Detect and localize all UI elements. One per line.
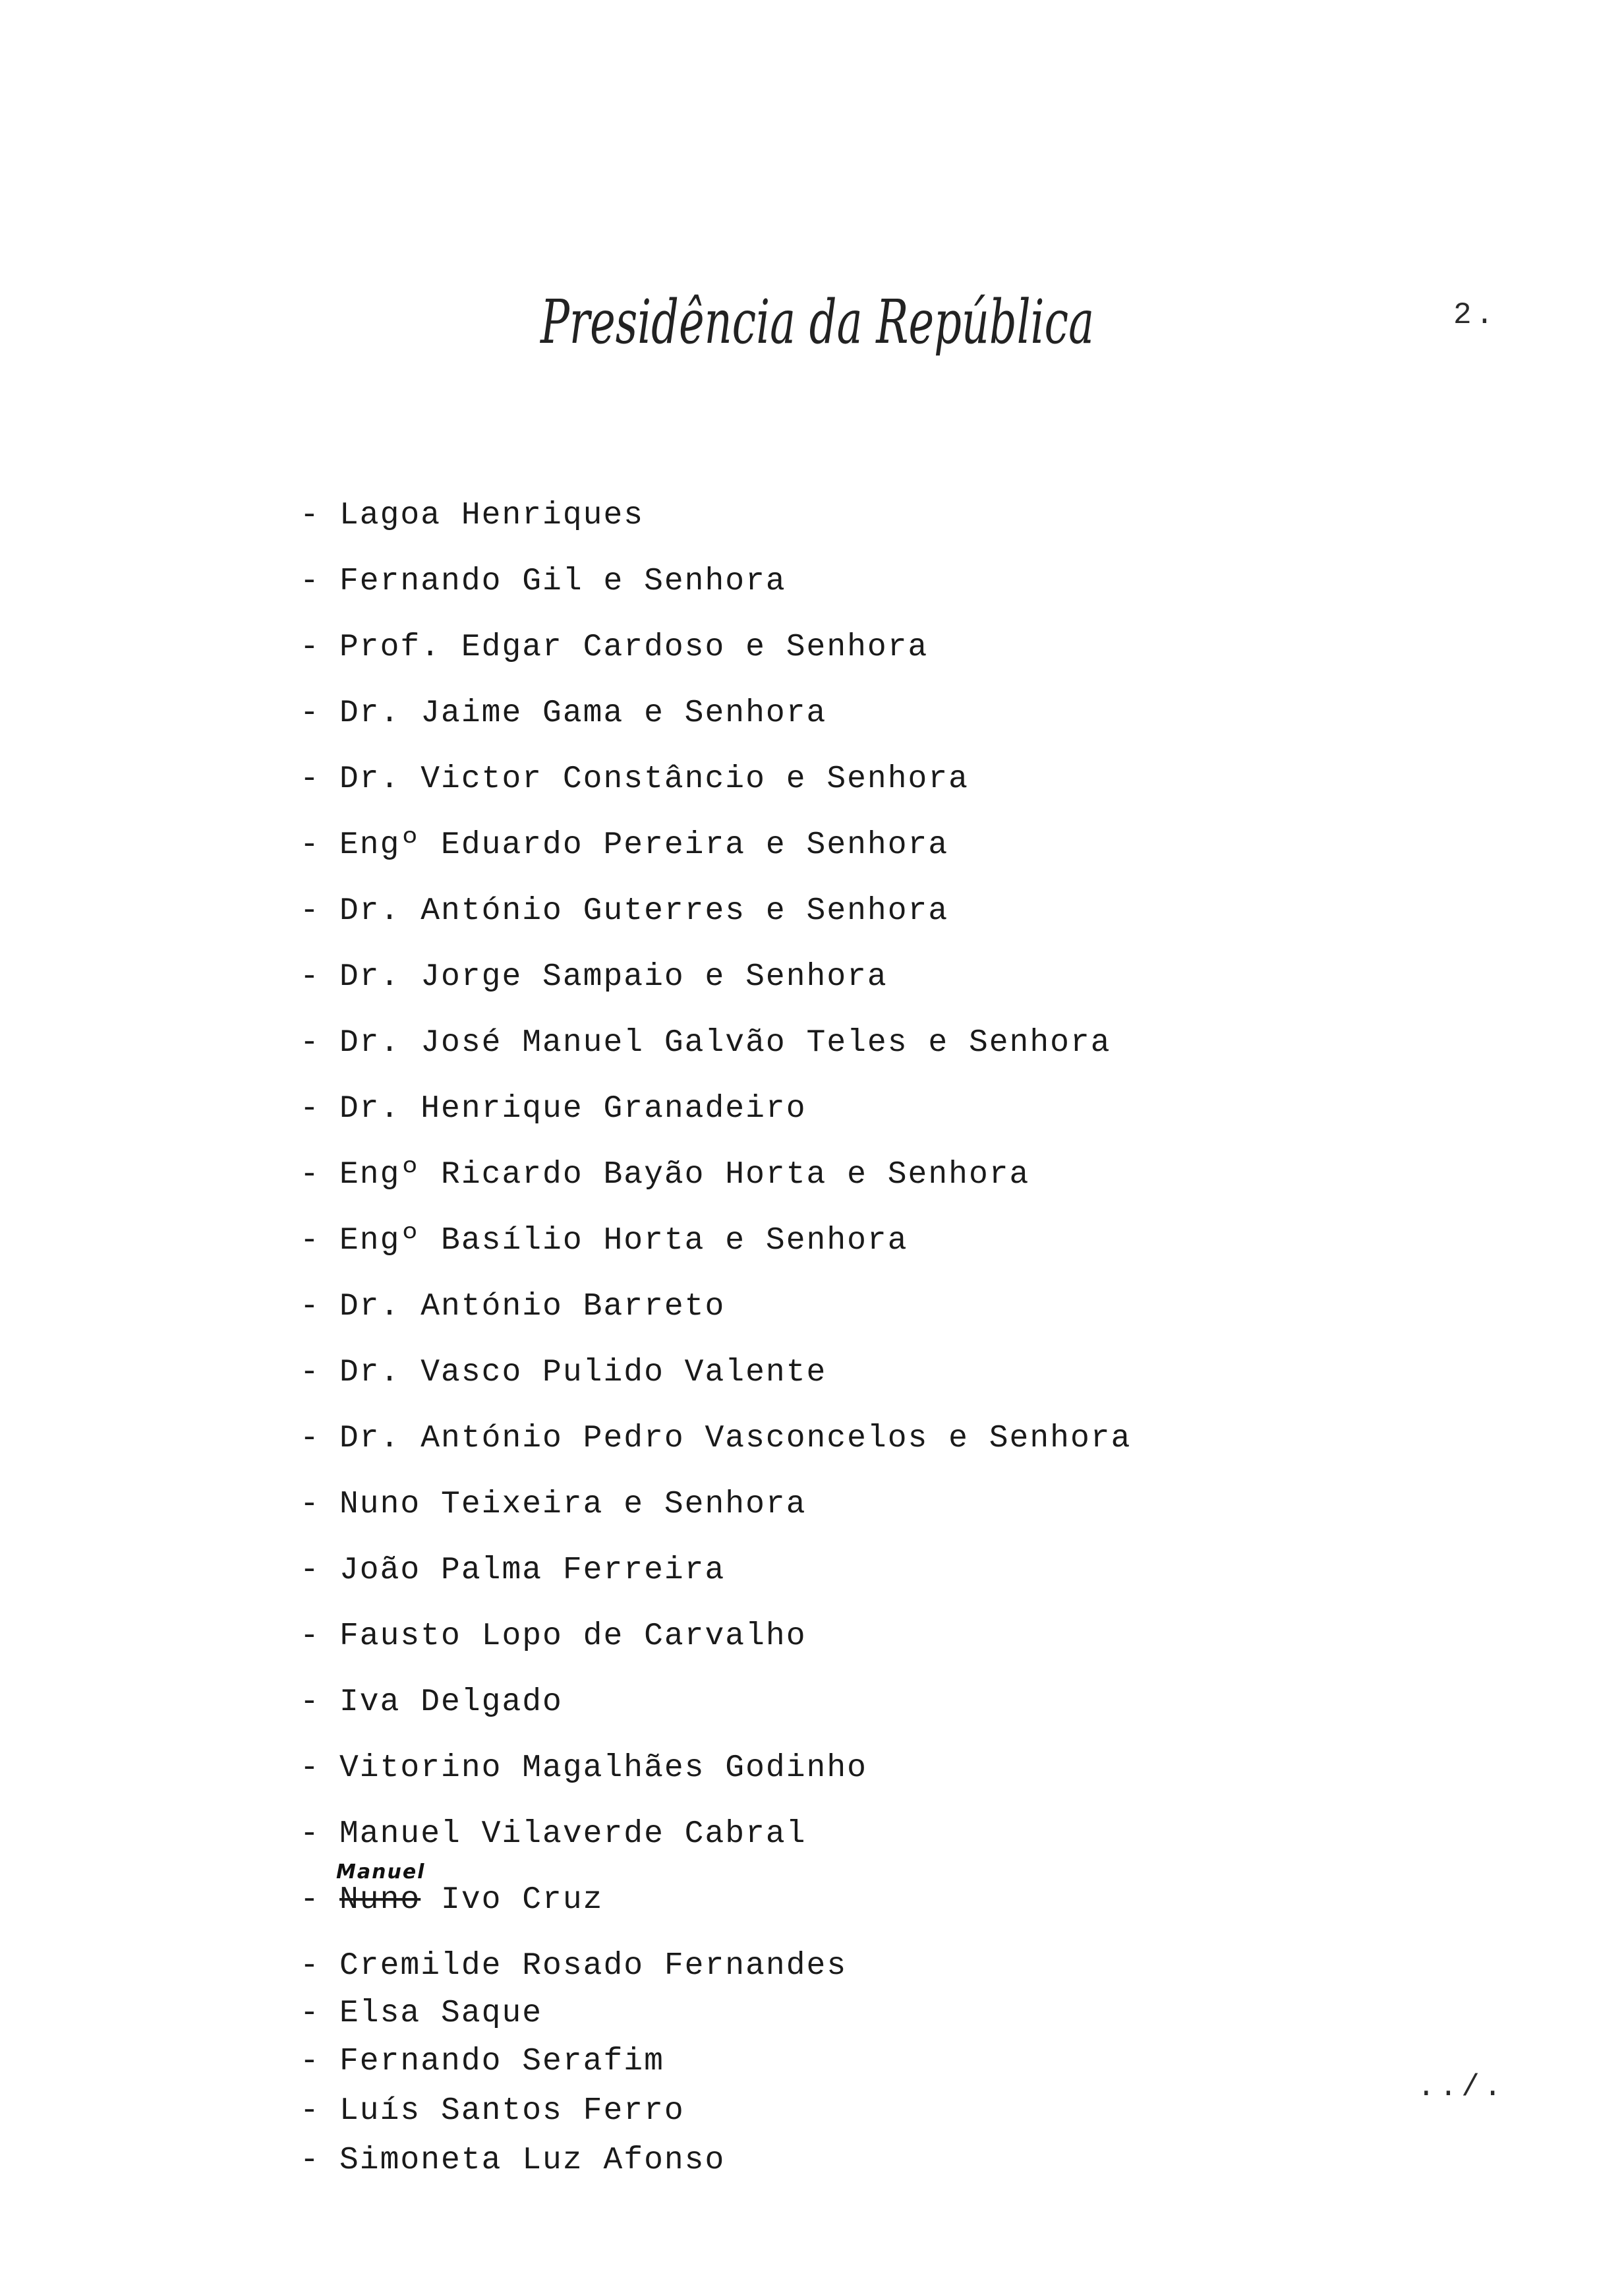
list-dash: - bbox=[300, 498, 320, 533]
list-dash: - bbox=[300, 761, 320, 797]
guest-name: Dr. Jorge Sampaio e Senhora bbox=[339, 959, 888, 995]
list-dash: - bbox=[300, 696, 320, 731]
list-dash: - bbox=[300, 1684, 320, 1720]
list-dash: - bbox=[300, 1948, 320, 1984]
list-dash: - bbox=[300, 827, 320, 863]
guest-row bbox=[300, 694, 826, 733]
guest-name: Dr. Vasco Pulido Valente bbox=[339, 1355, 827, 1390]
list-dash: - bbox=[300, 2143, 320, 2178]
list-dash: - bbox=[300, 1091, 320, 1127]
list-dash: - bbox=[300, 1421, 320, 1456]
guest-row bbox=[300, 2141, 725, 2180]
guest-name: Dr. António Guterres e Senhora bbox=[339, 893, 949, 929]
list-dash: - bbox=[300, 630, 320, 665]
guest-name: Dr. Henrique Granadeiro bbox=[339, 1091, 807, 1127]
letterhead bbox=[534, 277, 1101, 376]
guest-name: Dr. Victor Constâncio e Senhora bbox=[339, 761, 969, 797]
guest-row bbox=[300, 1089, 807, 1129]
guest-row bbox=[300, 1860, 604, 1920]
guest-row bbox=[300, 496, 644, 535]
guest-name: Iva Delgado bbox=[339, 1684, 563, 1720]
guest-name: Engº Basílio Horta e Senhora bbox=[339, 1223, 908, 1259]
guest-name: Simoneta Luz Afonso bbox=[339, 2143, 726, 2178]
guest-name: Ivo Cruz bbox=[441, 1882, 604, 1918]
letterhead-text: Presidência da República bbox=[539, 287, 1094, 357]
guest-row bbox=[300, 1155, 1030, 1195]
guest-row bbox=[300, 891, 948, 931]
struck-word: Nuno bbox=[339, 1882, 421, 1918]
guest-row bbox=[300, 1946, 847, 1986]
guest-name: Vitorino Magalhães Godinho bbox=[339, 1750, 867, 1786]
page-number: 2. bbox=[1453, 298, 1498, 332]
guest-name: Cremilde Rosado Fernandes bbox=[339, 1948, 848, 1984]
list-dash: - bbox=[300, 1487, 320, 1522]
list-dash: - bbox=[300, 2093, 320, 2129]
guest-name: Nuno Teixeira e Senhora bbox=[339, 1487, 807, 1522]
list-dash: - bbox=[300, 1553, 320, 1588]
guest-row bbox=[300, 2042, 664, 2081]
guest-row bbox=[300, 562, 786, 601]
list-dash: - bbox=[300, 2044, 320, 2079]
guest-row bbox=[300, 957, 888, 997]
guest-row bbox=[300, 1617, 807, 1656]
guest-row bbox=[300, 1221, 908, 1261]
guest-name: Fernando Gil e Senhora bbox=[339, 564, 786, 599]
letterhead-script bbox=[534, 277, 1101, 376]
guest-row bbox=[300, 1682, 563, 1722]
list-dash: - bbox=[300, 1996, 320, 2031]
guest-row bbox=[300, 825, 948, 865]
guest-name: Manuel Vilaverde Cabral bbox=[339, 1816, 807, 1852]
handwritten-correction: Manuel bbox=[336, 1860, 426, 1884]
list-dash: - bbox=[300, 893, 320, 929]
guest-name: Lagoa Henriques bbox=[339, 498, 645, 533]
guest-name: Fernando Serafim bbox=[339, 2044, 664, 2079]
list-dash: - bbox=[300, 1882, 320, 1918]
guest-name: Fausto Lopo de Carvalho bbox=[339, 1619, 807, 1654]
list-dash: - bbox=[300, 1750, 320, 1786]
guest-row bbox=[300, 1551, 725, 1590]
list-dash: - bbox=[300, 959, 320, 995]
guest-name: Dr. Jaime Gama e Senhora bbox=[339, 696, 827, 731]
guest-row bbox=[300, 1485, 807, 1524]
guest-name: Engº Ricardo Bayão Horta e Senhora bbox=[339, 1157, 1030, 1193]
list-dash: - bbox=[300, 564, 320, 599]
guest-name: Prof. Edgar Cardoso e Senhora bbox=[339, 630, 929, 665]
list-dash: - bbox=[300, 1223, 320, 1259]
list-dash: - bbox=[300, 1025, 320, 1061]
guest-row bbox=[300, 1419, 1131, 1458]
guest-name: Dr. António Pedro Vasconcelos e Senhora bbox=[339, 1421, 1132, 1456]
list-dash: - bbox=[300, 1355, 320, 1390]
correction bbox=[336, 1860, 426, 1920]
guest-row bbox=[300, 2091, 685, 2131]
list-dash: - bbox=[300, 1157, 320, 1193]
guest-row bbox=[300, 628, 928, 667]
guest-row bbox=[300, 759, 969, 799]
guest-name: Dr. José Manuel Galvão Teles e Senhora bbox=[339, 1025, 1111, 1061]
list-dash: - bbox=[300, 1816, 320, 1852]
guest-row bbox=[300, 1814, 807, 1854]
guest-name: Engº Eduardo Pereira e Senhora bbox=[339, 827, 949, 863]
guest-row bbox=[300, 1287, 725, 1326]
guest-row bbox=[300, 1994, 542, 2033]
guest-name: Elsa Saque bbox=[339, 1996, 543, 2031]
guest-row bbox=[300, 1023, 1111, 1063]
guest-row bbox=[300, 1353, 826, 1392]
guest-name: Dr. António Barreto bbox=[339, 1289, 726, 1324]
continuation-mark: ../. bbox=[1417, 2070, 1506, 2104]
list-dash: - bbox=[300, 1289, 320, 1324]
guest-name: Luís Santos Ferro bbox=[339, 2093, 685, 2129]
list-dash: - bbox=[300, 1619, 320, 1654]
guest-row bbox=[300, 1748, 867, 1788]
guest-name: João Palma Ferreira bbox=[339, 1553, 726, 1588]
